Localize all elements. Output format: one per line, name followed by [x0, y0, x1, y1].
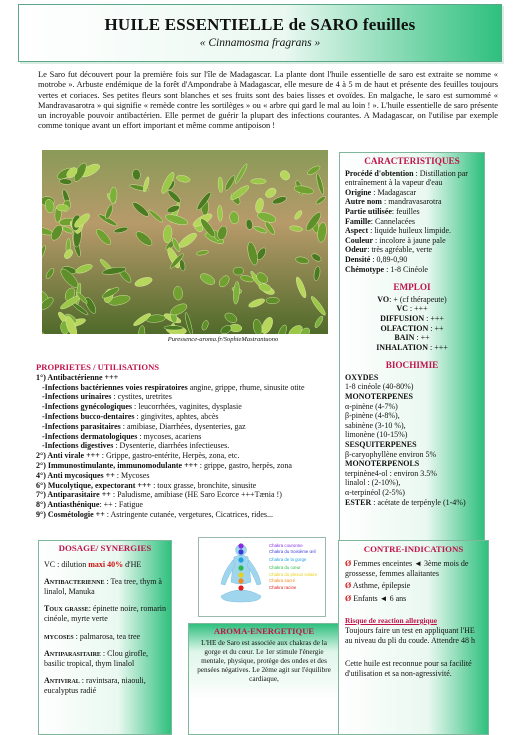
characteristic-row: [345, 188, 479, 198]
emploi-list: [345, 295, 479, 353]
characteristics-list: [345, 169, 479, 275]
property-row: [36, 471, 336, 481]
synergy-row: [44, 577, 166, 596]
infection-row-value: angine, grippe, rhume, sinusite otite: [187, 382, 305, 392]
contraindication-text: Asthme, épilepsie: [351, 581, 411, 591]
characteristic-row-value: : très agréable, verte: [367, 245, 433, 255]
characteristic-row: [345, 207, 479, 217]
other-properties-list: [36, 451, 336, 520]
infection-row-value: : Dysenterie, diarrhées infectieuses.: [113, 441, 230, 451]
synergy-row: [44, 604, 166, 623]
biochem-group-name: SESQUITERPENES: [345, 440, 417, 450]
characteristic-row: [345, 236, 479, 246]
emploi-row-label: VC: [396, 304, 408, 314]
infection-row-label: -Infections gynécologiques: [42, 402, 132, 412]
contraindication-row: [345, 559, 482, 579]
emploi-row-value: : + (cf thérapeute): [389, 294, 447, 304]
property-row-label: 7°) Antiparasitaire ++: [36, 490, 111, 500]
characteristics-panel: [339, 152, 485, 578]
infection-row: [42, 392, 336, 402]
intro-paragraph: Le Saro fut découvert pour la première fois sur l'île de Madagascar. La plante dont l'huile essentielle de saro est extraite se nomme « motrobe ». Arbuste endémique de la forêt d'Ampondrabe à Madagascar, elle mesure de 4 à 5 m de haut et présente des feuilles toujours vertes et coriaces. Ses petites fleurs sont blanches et ses fruits sont des baies lisses et ovoïdes. En malgache, le saro est surnommé « Mandravasarotra » qui signifie « remède contre les sortilèges » ou « arbre qui gard le mal au loin ! ». L'huile essentielle de saro présente un incroyable pouvoir antibactérien. Elle permet de guérir la plupart des infections courantes. A Madagascar, on l'utilise par exemple comme tonique avant un effort important et même comme antipoison !: [38, 70, 498, 131]
characteristic-row-value: : 0,89-0,90: [370, 254, 408, 264]
aroma-text: L'HE de Saro est associée aux chakras de la gorge et du cœur. Le 1er stimule l'énergie mentale, physique, protège des ondes et des pensées négatives. Le 2ème agit sur l'équilibre cardiaque,: [197, 639, 331, 683]
characteristic-row-value: : liquide huileux limpide.: [368, 226, 451, 236]
allergy-risk-text: Toujours faire un test en appliquant l'HE au niveau du pli du coude. Attendre 48 h: [345, 625, 475, 645]
contraindication-row: [345, 594, 482, 604]
synergy-value: : palmarosa, tea tree: [73, 631, 141, 641]
property-row: [36, 481, 336, 491]
infection-row: [42, 432, 336, 442]
emploi-row: [345, 295, 479, 305]
aroma-title: AROMA-ENERGETIQUE: [213, 626, 315, 636]
characteristic-row-label: Procédé d'obtention: [345, 168, 414, 178]
photo-credit: Puressence-aroma.fr/SophieMastrantuono: [167, 336, 279, 343]
emploi-row-value: : +++: [407, 304, 428, 314]
biochem-item: 1-8 cinéole (40-80%): [345, 382, 414, 392]
vc-suffix: d'HE: [123, 559, 142, 569]
infection-row: [42, 412, 336, 422]
characteristic-row-label: Aspect: [345, 226, 369, 236]
chakra-label: Chakra sacré: [269, 578, 296, 583]
contraindications-title: CONTRE-INDICATIONS: [363, 544, 464, 554]
page-header: [18, 4, 502, 62]
infection-row: [42, 441, 336, 451]
characteristic-row: [345, 226, 479, 236]
characteristic-row-label: Densité: [345, 254, 371, 264]
chakra-label: Chakra du troisième œil: [269, 549, 316, 554]
chakra-dot: [238, 549, 243, 554]
biochem-group-name: ESTER: [345, 497, 372, 507]
characteristic-row-label: Autre nom: [345, 197, 382, 207]
infection-row-value: : gingivites, aphtes, abcès: [134, 411, 219, 421]
synergy-name: Antiparasitaire: [44, 649, 101, 659]
infection-row: [42, 422, 336, 432]
infection-row-label: -Infections dermatologiques: [42, 431, 138, 441]
contraindications-list: [345, 559, 482, 604]
synergy-name: Antiviral: [44, 676, 80, 686]
contraindications-panel: [338, 540, 489, 735]
property-row-label: 2°) Immunostimulante, immunomodulante +++: [36, 460, 198, 470]
forbidden-icon: Ø: [345, 558, 352, 568]
biochem-group: [345, 498, 479, 508]
biochem-item: β-pinène (4-8%),: [345, 411, 400, 421]
synergy-row: [44, 632, 166, 642]
characteristic-row-value: : feuilles: [391, 206, 420, 216]
emploi-row-value: : ++: [414, 333, 430, 343]
properties-title: PROPRIETES / UTILISATIONS: [36, 362, 160, 372]
biochem-group-name: MONOTERPENOLS: [345, 459, 420, 469]
emploi-title: EMPLOI: [393, 282, 431, 293]
characteristic-row: [345, 169, 479, 188]
chakra-label: Chakra du cœur: [269, 565, 301, 570]
vc-max: maxi 40%: [88, 559, 124, 569]
property-row-value: : Grippe, gastro-entérite, Herpès, zona, etc.: [99, 451, 240, 461]
synergy-name: Antibacterienne: [44, 577, 105, 587]
forbidden-icon: Ø: [345, 581, 352, 591]
property-row-value: : Astringente cutanée, vergetures, Cicatrices, rides...: [104, 509, 273, 519]
characteristic-row: [345, 217, 479, 227]
biochem-group: [345, 392, 479, 402]
emploi-row: [345, 333, 479, 343]
infection-row: [42, 383, 336, 393]
properties-section: [36, 363, 336, 520]
contraindication-text: Enfants ◄ 6 ans: [351, 594, 407, 604]
synergy-value: : ravintsara, niaouli, eucalyptus radié: [44, 676, 146, 695]
synergy-value: : épinette noire, romarin cinéole, myrte verte: [44, 604, 166, 623]
biochem-group: [345, 440, 479, 450]
characteristic-row-value: : Madagascar: [371, 187, 417, 197]
biochem-item: terpinène4-ol : environ 3.5%: [345, 468, 437, 478]
contraindication-row: [345, 581, 482, 591]
chakra-dot: [238, 578, 243, 583]
antibacterial-heading: 1°) Antibactérienne +++: [36, 372, 119, 382]
infection-row: [42, 402, 336, 412]
emploi-row: [345, 343, 479, 353]
property-row-label: 9°) Cosmétologie ++: [36, 509, 105, 519]
characteristic-row: [345, 265, 479, 275]
synergy-name: mycoses: [44, 631, 74, 641]
infection-row-value: : mycoses, acariens: [137, 431, 202, 441]
biochem-group: [345, 459, 479, 469]
infection-row-value: : cystites, uretrites: [111, 392, 172, 402]
characteristic-row-value: : Cannelacées: [370, 216, 415, 226]
emploi-row: [345, 314, 479, 324]
dosage-title: DOSAGE/ SYNERGIES: [58, 543, 152, 553]
biochem-group: [345, 373, 479, 383]
property-row-value: : grippe, gastro, herpès, zona: [197, 460, 292, 470]
biochem-item: sabinène (3-10 %),: [345, 420, 406, 430]
emploi-row-label: VO: [377, 294, 390, 304]
biochem-item: : acétate de terpényle (1-4%): [371, 497, 466, 507]
page-subtitle: « Cinnamosma fragrans »: [199, 37, 321, 49]
chakra-dot: [238, 565, 243, 570]
chakra-dot: [238, 557, 243, 562]
vc-prefix: VC : dilution: [44, 559, 89, 569]
characteristics-title: CARACTERISTIQUES: [364, 156, 460, 166]
aroma-energetic-panel: [188, 623, 340, 735]
characteristic-row-label: Couleur: [345, 235, 373, 245]
characteristic-row-value: : Distillation par entraînement à la vapeur d'eau: [345, 168, 468, 188]
chakra-label: Chakra couronne: [269, 543, 303, 548]
biochem-item: α-terpinéol (2-5%): [345, 488, 405, 497]
characteristic-row-label: Origine: [345, 187, 372, 197]
biochem-item: α-pinène (4-7%): [345, 401, 398, 411]
characteristic-row-label: Chémotype: [345, 264, 385, 274]
property-row-value: : Mycoses: [114, 470, 150, 480]
infection-row-value: : leucorrhées, vaginites, dysplasie: [132, 402, 242, 412]
biochem-item: linalol : (2-10%),: [345, 478, 401, 488]
property-row-label: 4°) Anti mycosiques ++: [36, 470, 115, 480]
property-row: [36, 490, 336, 500]
characteristic-row-value: : 1-8 Cinéole: [384, 264, 428, 274]
emploi-row-label: OLFACTION: [380, 323, 429, 333]
property-row: [36, 500, 336, 510]
biochimie-title: BIOCHIMIE: [385, 360, 439, 371]
chakra-diagram: [198, 537, 326, 617]
property-row-label: 2°) Anti virale +++: [36, 451, 100, 461]
emploi-row-value: : ++: [428, 323, 444, 333]
chakra-dot: [238, 572, 243, 577]
chakra-label: Chakra de la gorge: [269, 557, 307, 562]
infection-row-label: -Infections urinaires: [42, 392, 112, 402]
characteristic-row-label: Odeur: [345, 245, 368, 255]
dosage-panel: [38, 540, 172, 735]
infection-row-label: -Infections bucco-dentaires: [42, 411, 135, 421]
emploi-row-label: BAIN: [394, 333, 415, 343]
vc-dilution: [44, 560, 166, 570]
contraindication-text: Femmes enceintes ◄ 3ème mois de grossesse, femmes allaitantes: [345, 558, 469, 578]
property-row-label: 8°) Antiasthénique: [36, 500, 100, 510]
property-row: [36, 451, 336, 461]
biochem-group-name: OXYDES: [345, 372, 379, 382]
saro-plant-photo: [42, 150, 328, 334]
synergy-value: : Clou girofle, basilic tropical, thym linalol: [44, 649, 149, 668]
characteristic-row: [345, 255, 479, 265]
chakra-dot: [238, 543, 243, 548]
infections-list: [36, 383, 336, 452]
forbidden-icon: Ø: [345, 594, 352, 604]
synergy-value: : Tea tree, thym à linalol, Manuka: [44, 577, 162, 596]
property-row: [36, 461, 336, 471]
allergy-risk-title: Risque de reaction allergique: [345, 615, 438, 625]
characteristic-row-label: Partie utilisée: [345, 206, 392, 216]
property-row-value: : Paludisme, amibiase (HE Saro Ecorce +++Tænia !): [110, 490, 282, 500]
biochem-item: β-caryophyllène environ 5%: [345, 449, 437, 459]
usage-note: Cette huile est reconnue pour sa facilité d'utilisation et sa non-agressivité.: [345, 659, 472, 679]
property-row-label: 6°) Mucolytique, expectorant +++: [36, 480, 152, 490]
chakra-label: Chakra du plexus solaire: [269, 572, 318, 577]
emploi-row: [345, 304, 479, 314]
emploi-row-value: : +++: [424, 313, 444, 323]
characteristic-row: [345, 197, 479, 207]
emploi-row: [345, 324, 479, 334]
characteristic-row-label: Famille: [345, 216, 371, 226]
characteristic-row-value: : mandravasarotra: [381, 197, 442, 207]
infection-row-value: : amibiase, Diarrhées, dysenteries, gaz: [120, 421, 246, 431]
chakra-dot: [238, 585, 243, 590]
synergies-list: [44, 577, 166, 695]
synergy-row: [44, 676, 166, 695]
emploi-row-value: : +++: [428, 342, 448, 352]
property-row-value: : toux grasse, bronchite, sinusite: [151, 480, 257, 490]
characteristic-row: [345, 245, 479, 255]
characteristic-row-value: : incolore à jaune pale: [373, 235, 446, 245]
synergy-row: [44, 649, 166, 668]
synergy-name: Toux grasse: [44, 604, 89, 614]
emploi-row-label: INHALATION: [376, 342, 429, 352]
infection-row-label: -Infections digestives: [42, 441, 114, 451]
emploi-row-label: DIFFUSION: [380, 313, 425, 323]
property-row: [36, 510, 336, 520]
page-title: HUILE ESSENTIELLE de SARO feuilles: [104, 15, 416, 34]
biochem-item: limonène (10-15%): [345, 430, 408, 440]
biochimie-list: [345, 373, 479, 507]
infection-row-label: -Infections parasitaires: [42, 421, 121, 431]
infection-row-label: -Infections bactériennes voies respiratoires: [42, 382, 188, 392]
chakra-label: Chakra racine: [269, 585, 297, 590]
biochem-group-name: MONOTERPENES: [345, 392, 414, 402]
property-row-value: : ++ : Fatigue: [99, 500, 143, 510]
plant-illustration: [42, 150, 328, 334]
